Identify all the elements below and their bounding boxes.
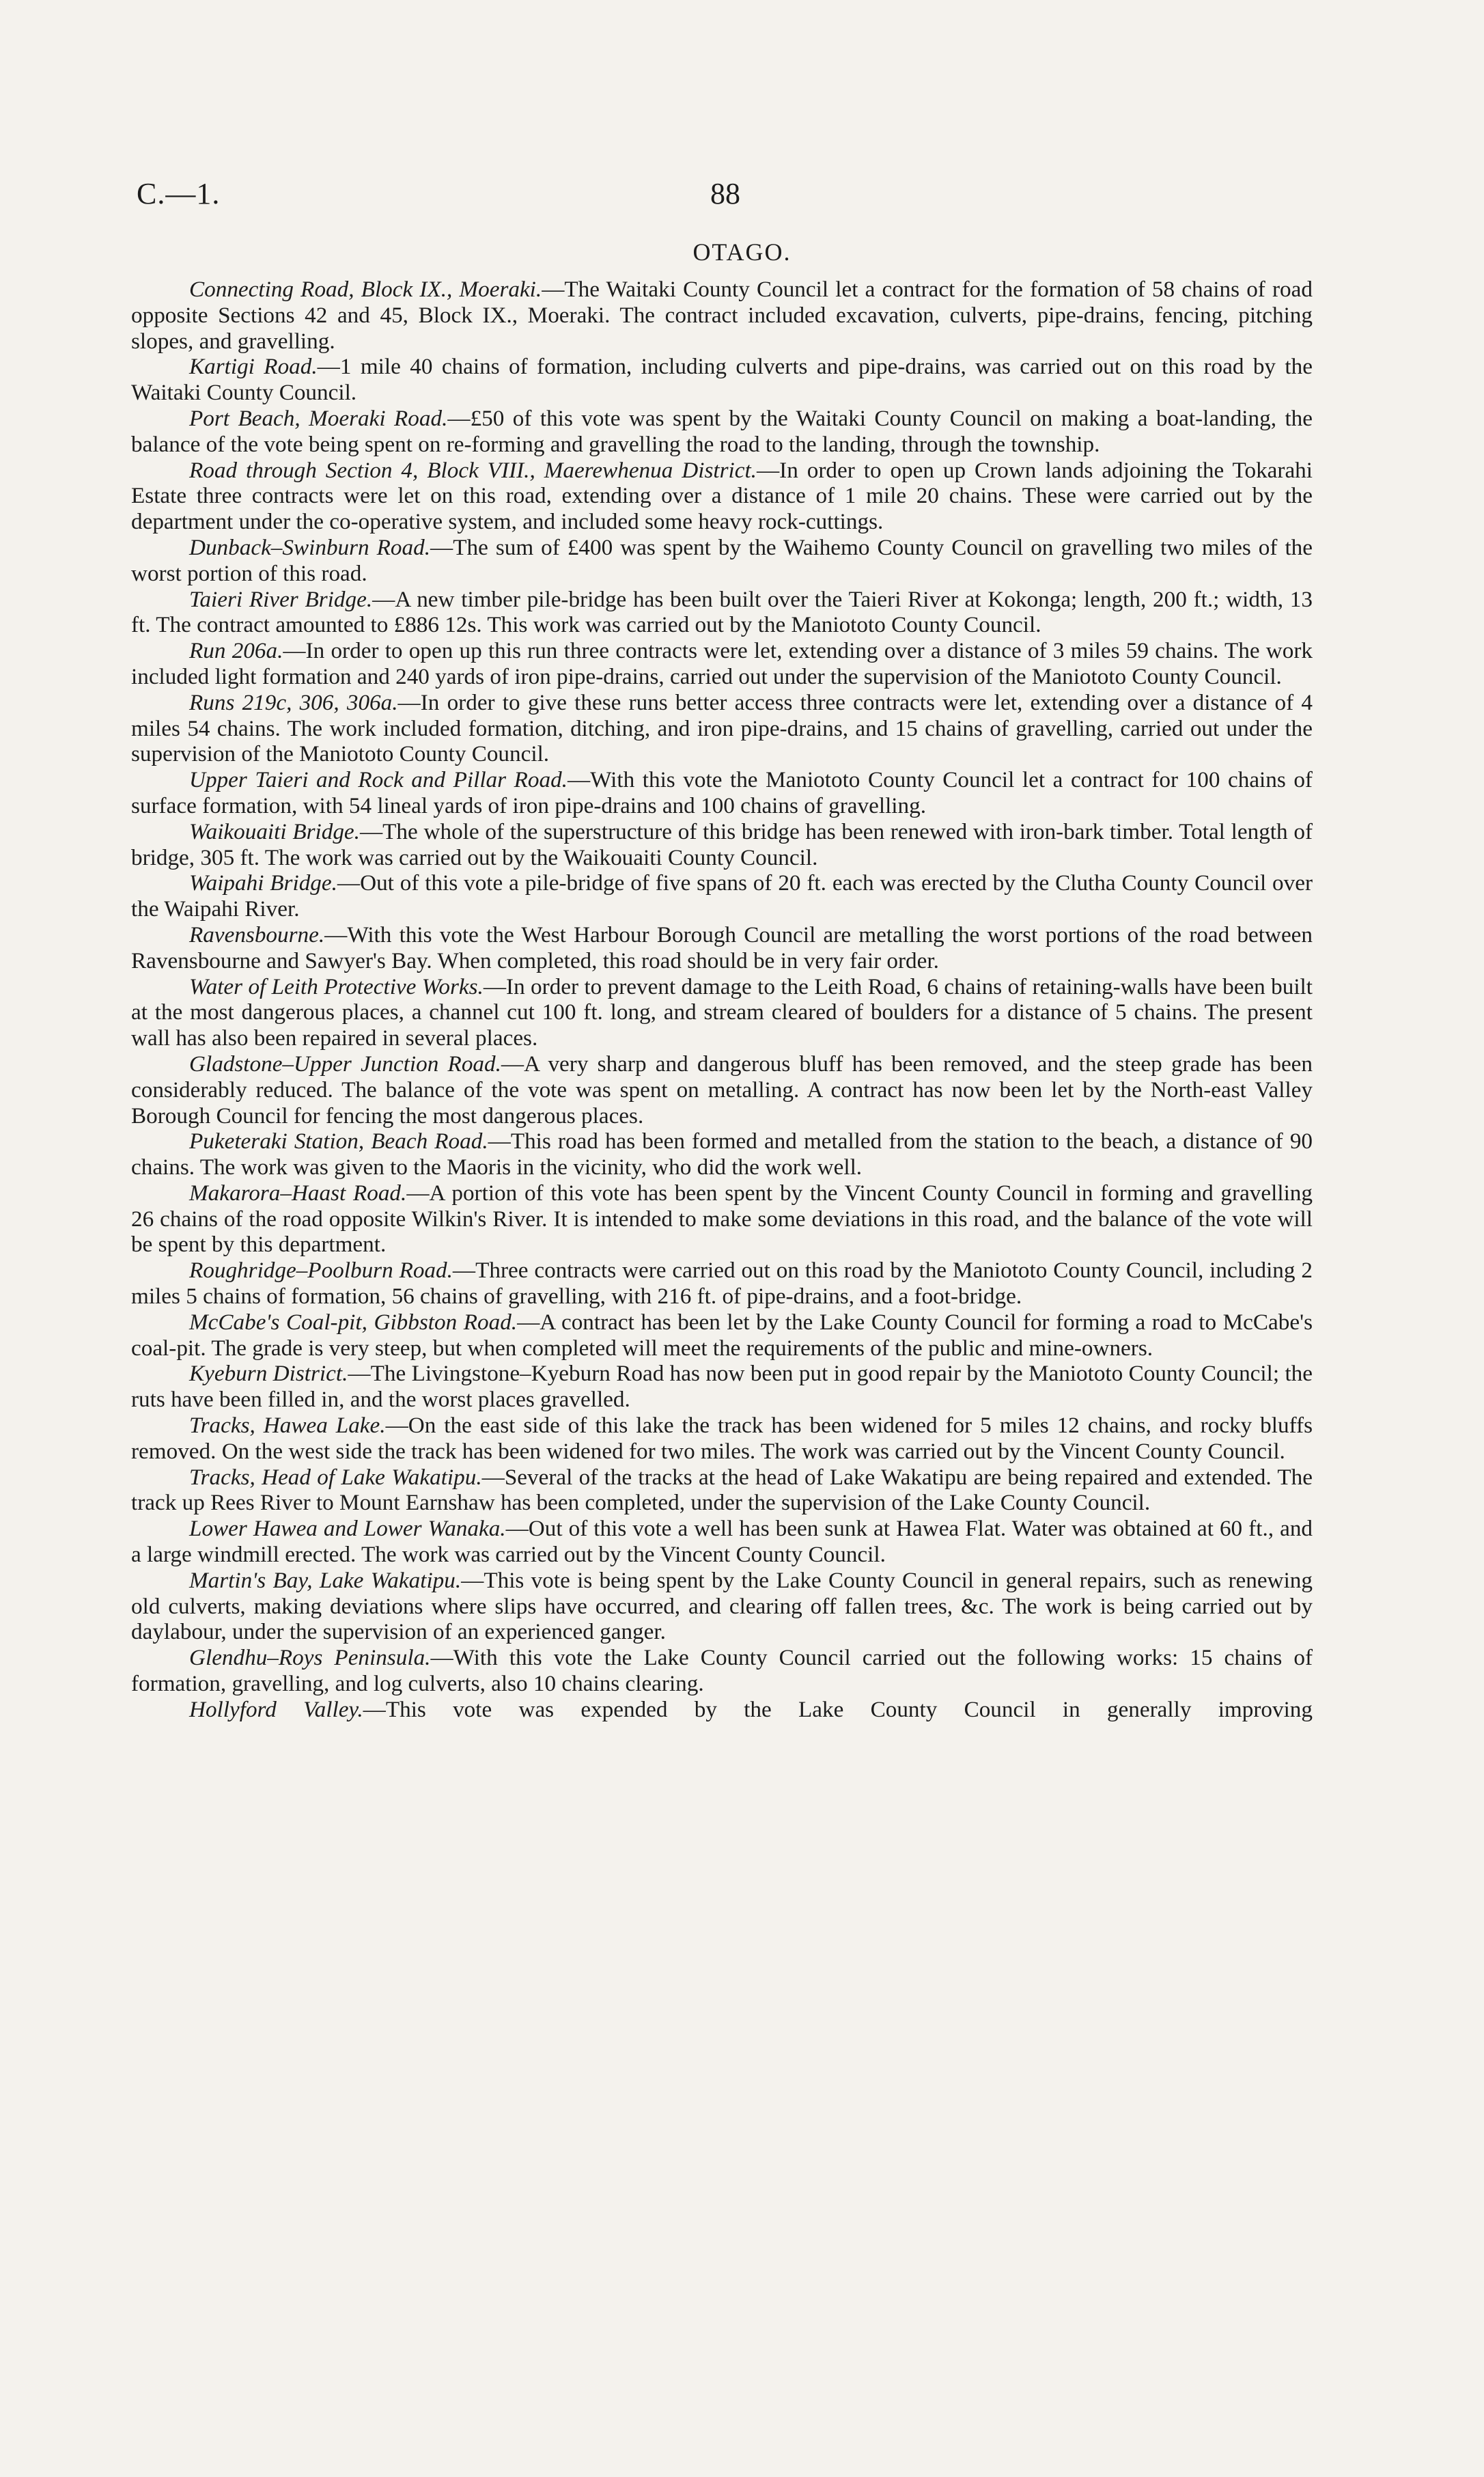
paragraph-text: —The whole of the superstructure of this bridge has been renewed with iron-bark timber. Total length of bridge, 305 ft. The work was carried out by the Waikouaiti County Council.	[131, 818, 1313, 870]
paragraph	[131, 1361, 1313, 1413]
paragraph-title: Kyeburn District.	[189, 1361, 348, 1387]
paragraph-title: Puketeraki Station, Beach Road.	[189, 1129, 488, 1154]
paragraph	[131, 922, 1313, 974]
paragraph	[131, 1645, 1313, 1697]
paragraph-title: Tracks, Head of Lake Wakatipu.	[189, 1464, 482, 1490]
paragraph-text: —With this vote the Lake County Council carried out the following works: 15 chains of formation, gravelling, and log culverts, also 10 chains clearing.	[131, 1645, 1313, 1697]
paragraph	[131, 819, 1313, 871]
paragraph	[131, 974, 1313, 1051]
paragraph-text: —In order to open up Crown lands adjoining the Tokarahi Estate three contracts were let on this road, extending over a distance of 1 mile 20 chains. These were carried out by the department under the co-operative system, and included some heavy rock-cuttings.	[131, 457, 1313, 535]
paragraph	[131, 1051, 1313, 1129]
paragraph-title: Ravensbourne.	[189, 922, 325, 947]
paragraph-text: —In order to open up this run three contracts were let, extending over a distance of 3 miles 59 chains. The work included light formation and 240 yards of iron pipe-drains, carried out under the supervision of the Maniototo County Council.	[131, 638, 1313, 689]
paragraph-title: Connecting Road, Block IX., Moeraki.	[189, 277, 542, 302]
paragraph-title: Water of Leith Protective Works.	[189, 973, 484, 999]
paragraph-text: —With this vote the Maniototo County Council let a contract for 100 chains of surface formation, with 54 lineal yards of iron pipe-drains and 100 chains of gravelling.	[131, 767, 1313, 818]
paragraph-title: Road through Section 4, Block VIII., Maerewhenua District.	[189, 457, 757, 483]
paragraph-title: Dunback–Swinburn Road.	[189, 534, 431, 560]
paragraph-title: Upper Taieri and Rock and Pillar Road.	[189, 767, 568, 793]
paragraph-text: —This road has been formed and metalled from the station to the beach, a distance of 90 chains. The work was given to the Maoris in the vicinity, who did the work well.	[131, 1129, 1313, 1180]
paragraph-text: —A contract has been let by the Lake County Council for forming a road to McCabe's coal-pit. The grade is very steep, but when completed will meet the requirements of the public and mine-owners.	[131, 1309, 1313, 1361]
paragraph-title: Taieri River Bridge.	[189, 586, 373, 612]
paragraph-title: Makarora–Haast Road.	[189, 1180, 407, 1206]
paragraph	[131, 277, 1313, 354]
paragraph-text: —A new timber pile-bridge has been built over the Taieri River at Kokonga; length, 200 ft.; width, 13 ft. The contract amounted to £886 12s. This work was carried out by the Maniototo County Council.	[131, 586, 1313, 638]
paragraph-text: —The sum of £400 was spent by the Waihemo County Council on gravelling two miles of the worst portion of this road.	[131, 534, 1313, 586]
paragraph-title: Glendhu–Roys Peninsula.	[189, 1645, 431, 1671]
paragraph	[131, 1413, 1313, 1465]
paragraph	[131, 1129, 1313, 1180]
paragraph-title: Waipahi Bridge.	[189, 870, 337, 896]
paragraph-title: Lower Hawea and Lower Wanaka.	[189, 1516, 506, 1542]
paragraph-title: Port Beach, Moeraki Road.	[189, 405, 448, 431]
paragraph	[131, 767, 1313, 819]
paragraph-title: Waikouaiti Bridge.	[189, 818, 360, 844]
paragraph-title: Run 206a.	[189, 638, 283, 664]
paragraph-text: —This vote was expended by the Lake County Council in generally improving	[363, 1696, 1313, 1722]
body-text	[131, 277, 1313, 1723]
paragraph	[131, 354, 1313, 406]
paragraph	[131, 690, 1313, 767]
paragraph	[131, 1516, 1313, 1568]
report-reference: C.—1.	[137, 177, 221, 210]
paragraph	[131, 1180, 1313, 1258]
paragraph-title: Runs 219c, 306, 306a.	[189, 689, 398, 715]
paragraph	[131, 1310, 1313, 1361]
paragraph	[131, 458, 1313, 535]
paragraph-text: —Three contracts were carried out on this road by the Maniototo County Council, including 2 miles 5 chains of formation, 56 chains of gravelling, with 216 ft. of pipe-drains, and a foot-bridge.	[131, 1258, 1313, 1310]
paragraph	[131, 406, 1313, 458]
paragraph-title: Gladstone–Upper Junction Road.	[189, 1051, 501, 1077]
paragraph-title: McCabe's Coal-pit, Gibbston Road.	[189, 1309, 518, 1335]
paragraph-text: —Several of the tracks at the head of Lake Wakatipu are being repaired and extended. The track up Rees River to Mount Earnshaw has been completed, under the supervision of the Lake County Council.	[131, 1464, 1313, 1516]
paragraph	[131, 638, 1313, 690]
paragraph-title: Tracks, Hawea Lake.	[189, 1413, 386, 1439]
paragraph-text: —A portion of this vote has been spent by the Vincent County Council in forming and gravelling 26 chains of the road opposite Wilkin's River. It is intended to make some deviations in this road, and the balance of the vote will be spent by this department.	[131, 1180, 1313, 1258]
paragraph-title: Hollyford Valley.	[189, 1696, 363, 1722]
paragraph	[131, 1697, 1313, 1723]
paragraph-text: —The Waitaki County Council let a contract for the formation of 58 chains of road opposite Sections 42 and 45, Block IX., Moeraki. The contract included excavation, culverts, pipe-drains, fencing, pitching slopes, and gravelling.	[131, 277, 1313, 354]
paragraph-text: —£50 of this vote was spent by the Waitaki County Council on making a boat-landing, the balance of the vote being spent on re-forming and gravelling the road to the landing, through the township.	[131, 405, 1313, 457]
paragraph	[131, 535, 1313, 587]
paragraph-text: —Out of this vote a pile-bridge of five spans of 20 ft. each was erected by the Clutha County Council over the Waipahi River.	[131, 870, 1313, 922]
paragraph-text: —With this vote the West Harbour Borough Council are metalling the worst portions of the road between Ravensbourne and Sawyer's Bay. When completed, this road should be in very fair order.	[131, 922, 1313, 973]
paragraph-text: —In order to give these runs better access three contracts were let, extending over a distance of 4 miles 54 chains. The work included formation, ditching, and iron pipe-drains, and 15 chains of gravelling, carried out under the supervision of the Maniototo County Council.	[131, 689, 1313, 767]
section-title: OTAGO.	[692, 238, 792, 266]
paragraph-text: —On the east side of this lake the track has been widened for 5 miles 12 chains, and rocky bluffs removed. On the west side the track has been widened for two miles. The work was carried out by the Vincent County Council.	[131, 1413, 1313, 1464]
paragraph-title: Roughridge–Poolburn Road.	[189, 1258, 453, 1284]
paragraph	[131, 1568, 1313, 1645]
paragraph-text: —1 mile 40 chains of formation, including culverts and pipe-drains, was carried out on this road by the Waitaki County Council.	[131, 354, 1313, 406]
paragraph-title: Martin's Bay, Lake Wakatipu.	[189, 1567, 462, 1593]
paragraph	[131, 870, 1313, 922]
paragraph-text: —This vote is being spent by the Lake County Council in general repairs, such as renewing old culverts, making deviations where slips have occurred, and clearing off fallen trees, &c. The work is being carried out by daylabour, under the supervision of an experienced ganger.	[131, 1567, 1313, 1645]
paragraph-text: —In order to prevent damage to the Leith Road, 6 chains of retaining-walls have been built at the most dangerous places, a channel cut 100 ft. long, and stream cleared of boulders for a distance of 5 chains. The present wall has also been repaired in several places.	[131, 973, 1313, 1051]
paragraph-text: —A very sharp and dangerous bluff has been removed, and the steep grade has been considerably reduced. The balance of the vote was spent on metalling. A contract has now been let by the North-east Valley Borough Council for fencing the most dangerous places.	[131, 1051, 1313, 1129]
paragraph-text: —Out of this vote a well has been sunk at Hawea Flat. Water was obtained at 60 ft., and a large windmill erected. The work was carried out by the Vincent County Council.	[131, 1516, 1313, 1568]
paragraph	[131, 587, 1313, 639]
paragraph-title: Kartigi Road.	[189, 354, 318, 380]
paragraph-text: —The Livingstone–Kyeburn Road has now been put in good repair by the Maniototo County Council; the ruts have been filled in, and the worst places gravelled.	[131, 1361, 1313, 1413]
paragraph	[131, 1465, 1313, 1517]
paragraph	[131, 1258, 1313, 1310]
page-number: 88	[710, 177, 740, 210]
